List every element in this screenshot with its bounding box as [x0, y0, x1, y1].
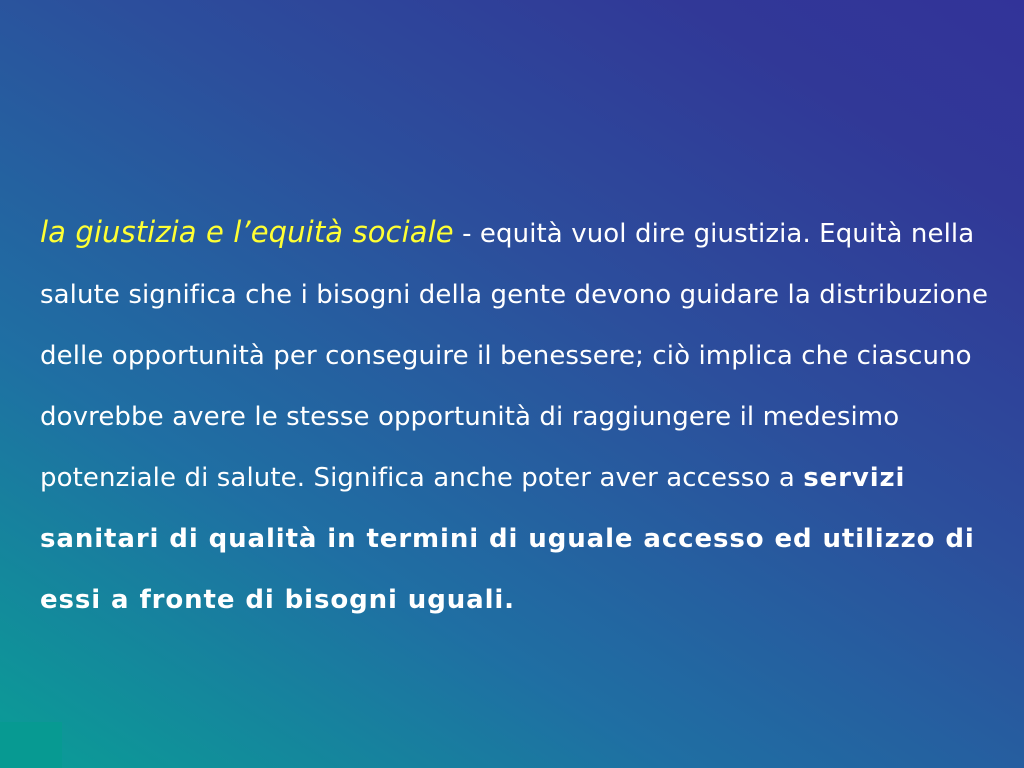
intro-text: - equità vuol dire giustizia. Equità nella salute significa che i bisogni della gente devono guidare la distribuzione delle opportunità per conseguire il benessere; ciò implica che ciascuno dovrebbe avere le stesse opportunità di raggiungere il medesimo potenziale di salute. Significa anche poter aver accesso a [40, 219, 989, 493]
slide-body-text [40, 202, 1000, 631]
emphasis-text: servizi sanitari di qualità in termini di uguale accesso ed utilizzo di essi a fronte di bisogni uguali. [40, 463, 975, 615]
corner-accent-tile [0, 722, 62, 768]
lead-phrase: la giustizia e l’equità sociale [40, 215, 454, 249]
